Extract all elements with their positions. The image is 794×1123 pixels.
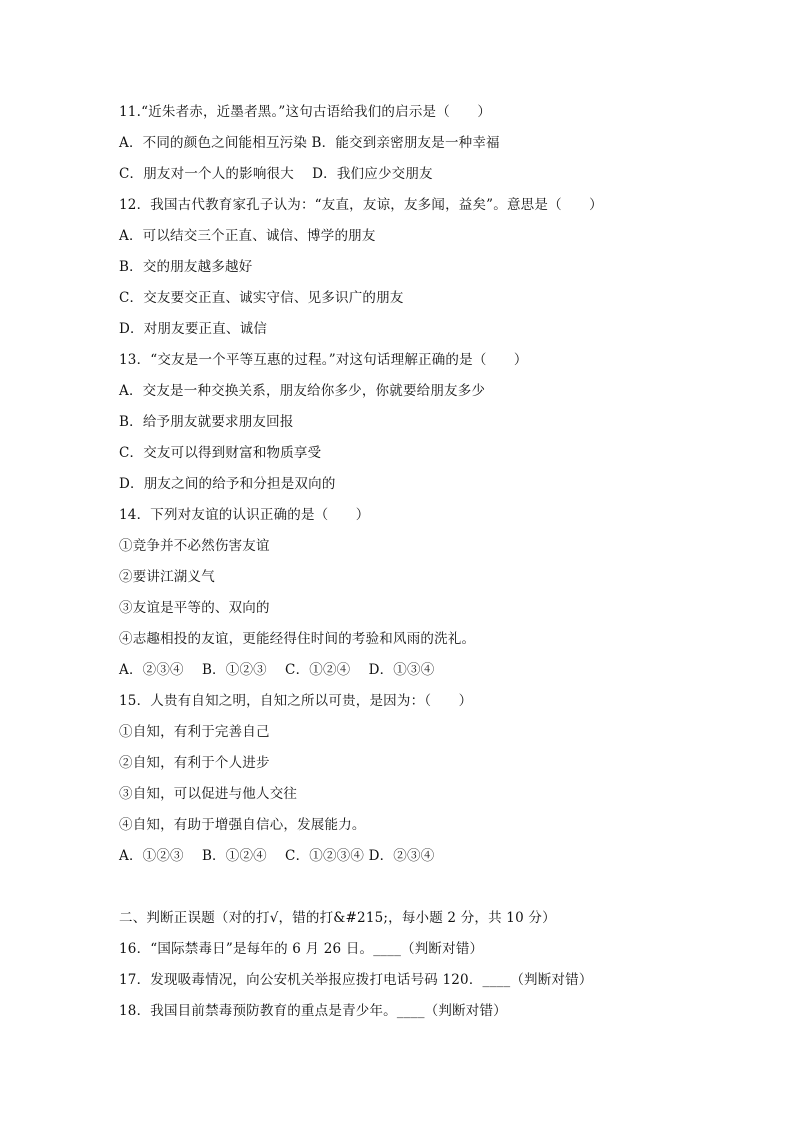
option-line: A．①②③ B．①②④ C．①②③④ D．②③④ (119, 848, 435, 864)
option-line: A．可以结交三个正直、诚信、博学的朋友 (119, 228, 376, 244)
question-12: 12．我国古代教育家孔子认为：“友直，友谅，友多闻，益矣”。意思是（ ） (119, 197, 603, 213)
section-gap (119, 876, 719, 907)
question-16: 16．“国际禁毒日”是每年的 6 月 26 日。____（判断对错） (119, 941, 484, 957)
question-11: 11.“近朱者赤，近墨者黑。”这句古语给我们的启示是（ ） (119, 104, 492, 120)
option-line: A．②③④ B．①②③ C．①②④ D．①③④ (119, 662, 435, 678)
question-17: 17．发现吸毒情况，向公安机关举报应拨打电话号码 120．____（判断对错） (119, 972, 593, 988)
option-line: C．交友可以得到财富和物质享受 (119, 445, 322, 461)
option-line: B．交的朋友越多越好 (119, 259, 253, 275)
document-body (119, 101, 719, 1031)
question-15: 15．人贵有自知之明，自知之所以可贵，是因为：（ ） (119, 693, 473, 709)
option-line: D．对朋友要正直、诚信 (119, 321, 268, 337)
option-line: C．交友要交正直、诚实守信、见多识广的朋友 (119, 290, 404, 306)
question-13: 13．“交友是一个平等互惠的过程。”对这句话理解正确的是（ ） (119, 352, 528, 368)
question-14: 14．下列对友谊的认识正确的是（ ） (119, 507, 370, 523)
statement-line: ①自知，有利于完善自己 (119, 724, 270, 740)
statement-line: ②自知，有利于个人进步 (119, 755, 270, 771)
option-line: A．不同的颜色之间能相互污染 B．能交到亲密朋友是一种幸福 (119, 135, 500, 151)
option-line: B．给予朋友就要求朋友回报 (119, 414, 294, 430)
statement-line: ③自知，可以促进与他人交往 (119, 786, 298, 802)
section-heading: 二、判断正误题（对的打√，错的打&#215;，每小题 2 分，共 10 分） (119, 910, 556, 926)
statement-line: ④志趣相投的友谊，更能经得住时间的考验和风雨的洗礼。 (119, 631, 476, 647)
statement-line: ①竞争并不必然伤害友谊 (119, 538, 270, 554)
statement-line: ③友谊是平等的、双向的 (119, 600, 270, 616)
option-line: D．朋友之间的给予和分担是双向的 (119, 476, 336, 492)
option-line: A．交友是一种交换关系，朋友给你多少，你就要给朋友多少 (119, 383, 486, 399)
question-18: 18．我国目前禁毒预防教育的重点是青少年。____（判断对错） (119, 1003, 507, 1019)
statement-line: ②要讲江湖义气 (119, 569, 215, 585)
statement-line: ④自知，有助于增强自信心，发展能力。 (119, 817, 366, 833)
option-line: C．朋友对一个人的影响很大 D．我们应少交朋友 (119, 166, 433, 182)
